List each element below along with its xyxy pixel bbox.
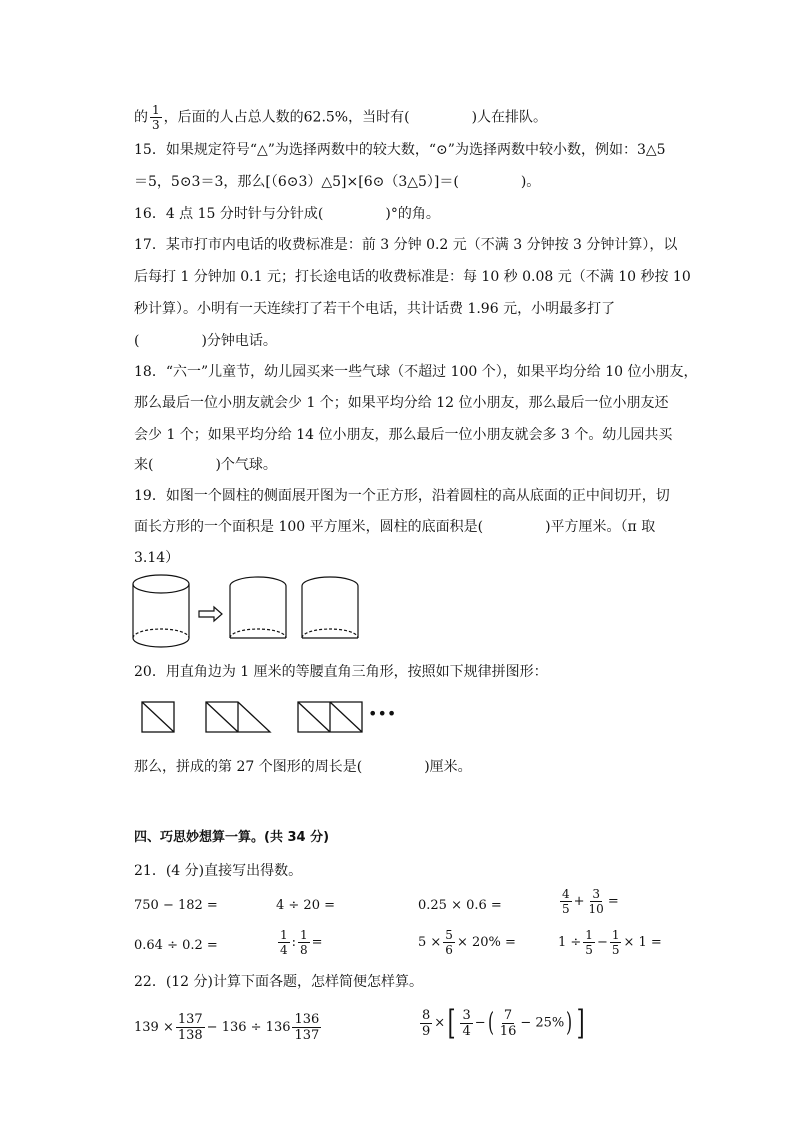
calc-item: 750 − 182 = xyxy=(134,898,218,913)
q19-line3: 3.14） xyxy=(134,550,180,566)
arrow-right-icon xyxy=(199,607,222,621)
q17-line2: 后每打 1 分钟加 0.1 元；打长途电话的收费标准是：每 10 秒 0.08 元（不满 10 秒按 10 xyxy=(134,269,691,285)
q15-line2: ＝5，5⊙3＝3，那么[（6⊙3）△5]×[6⊙（3△5）]＝( )。 xyxy=(134,174,541,190)
q18-line1: 18．“六一”儿童节，幼儿园买来一些气球（不超过 100 个），如果平均分给 10 位小朋友， xyxy=(134,364,698,380)
ellipsis: ••• xyxy=(368,704,397,723)
section-title: 四、巧思妙想算一算。(共 34 分) xyxy=(134,830,330,845)
calc-item: 1 ÷ $\frac{1}{5}$ − $\frac{1}{5}$ × 1 = xyxy=(558,928,662,957)
cylinder-top xyxy=(133,575,189,593)
q15-line1: 15．如果规定符号“△”为选择两数中的较大数，“⊙”为选择两数中较小数，例如：3△5 xyxy=(134,142,666,158)
q19-line2: 面长方形的一个面积是 100 平方厘米，圆柱的底面积是( )平方厘米。（π 取 xyxy=(134,519,656,535)
expression-2: $\frac{8}{9}$ ×[ $\frac{3}{4}$ −( $\frac{7}{16}$ − 25%) ] xyxy=(422,1003,586,1043)
calc-item: 5 × $\frac{5}{6}$ × 20% = xyxy=(418,928,516,957)
q18-line3: 会少 1 个；如果平均分给 14 位小朋友，那么最后一位小朋友就会多 3 个。幼儿园共买 xyxy=(134,427,673,443)
calc-item: 0.25 × 0.6 = xyxy=(418,898,502,913)
calc-item: $\frac{4}{5}$ + $\frac{3}{10}$ = xyxy=(562,887,619,916)
triangle-pattern-figure xyxy=(140,700,390,734)
fraction: $\frac{1}{3}$ xyxy=(152,103,160,132)
q17-line4: ( )分钟电话。 xyxy=(134,333,277,349)
q19-line1: 19．如图一个圆柱的侧面展开图为一个正方形，沿着圆柱的高从底面的正中间切开，切 xyxy=(134,488,670,504)
q17-line3: 秒计算）。小明有一天连续打了若干个电话，共计话费 1.96 元，小明最多打了 xyxy=(134,301,616,317)
calc-item: 4 ÷ 20 = xyxy=(276,898,335,913)
q14-tail: 的 $\frac{1}{3}$ ，后面的人占总人数的62.5%，当时有( )人在排队。 xyxy=(134,103,548,132)
expression-1: 139 × $\frac{137}{138}$ − 136 ÷ 136 $\frac{136}{137}$ xyxy=(134,1012,320,1043)
q16: 16．4 点 15 分时针与分针成( )°的角。 xyxy=(134,206,440,222)
calc-item: 0.64 ÷ 0.2 = xyxy=(134,938,218,953)
q17-line1: 17．某市打市内电话的收费标准是：前 3 分钟 0.2 元（不满 3 分钟按 3 分钟计算），以 xyxy=(134,237,678,253)
q22-title: 22．(12 分)计算下面各题，怎样简便怎样算。 xyxy=(134,974,424,990)
q21-title: 21．(4 分)直接写出得数。 xyxy=(134,863,303,879)
q18-line4: 来( )个气球。 xyxy=(134,457,277,473)
calc-item: $\frac{1}{4}$ : $\frac{1}{8}$ = xyxy=(280,928,323,957)
cylinder-figure xyxy=(130,572,370,652)
q18-line2: 那么最后一位小朋友就会少 1 个；如果平均分给 12 位小朋友，那么最后一位小朋友还 xyxy=(134,395,669,411)
q20-line2: 那么，拼成的第 27 个图形的周长是( )厘米。 xyxy=(134,759,472,775)
q20-line1: 20．用直角边为 1 厘米的等腰直角三角形，按照如下规律拼图形： xyxy=(134,664,548,680)
